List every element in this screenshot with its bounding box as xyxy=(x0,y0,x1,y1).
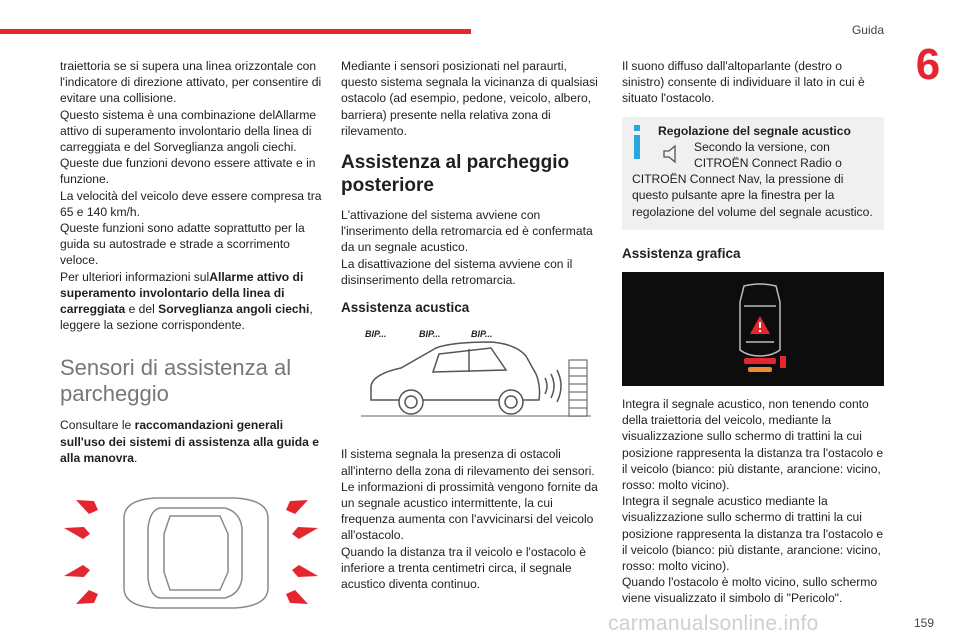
text: Consultare le xyxy=(60,418,135,433)
page-number: 159 xyxy=(914,616,935,630)
paragraph: Le informazioni di prossimità vengono fornite da un segnale acustico intermittente, la cui frequenza aumenta con l'avvicinarsi del veicolo all'ostacolo. xyxy=(341,479,598,543)
note-text: CITROËN Connect Radio o xyxy=(694,156,842,171)
section-title: Sensori di assistenza al parcheggio xyxy=(60,355,292,407)
column-3 xyxy=(622,58,884,607)
paragraph: Queste due funzioni devono essere attivate e in funzione. xyxy=(60,156,316,187)
paragraph: Integra il segnale acustico mediante la visualizzazione sullo schermo di trattini la cui posizione rappresenta la distanza tra l'ostacolo e il veicolo (bianco: più distante, arancione: vicino, rosso: molto vicino). xyxy=(622,494,884,574)
paragraph: Integra il segnale acustico, non tenendo conto della traiettoria del veicolo, mediante la visualizzazione sullo schermo di trattini la cui posizione rappresenta la distanza tra l'ostacolo e il veicolo (bianco: più distante, arancione: vicino, rosso: molto vicino). xyxy=(622,397,884,493)
text: Per ulteriori informazioni sul xyxy=(60,269,210,284)
acoustic-assist-illustration xyxy=(341,330,603,426)
paragraph: Il suono diffuso dall'altoparlante (destro o sinistro) consente di individuare il lato in cui è situato l'ostacolo. xyxy=(622,59,865,106)
note-text: Secondo la versione, con xyxy=(694,139,830,154)
paragraph xyxy=(60,269,322,334)
car-sensors-illustration xyxy=(60,478,322,630)
bip-label: BIP... xyxy=(365,329,387,340)
heading-graphic: Assistenza grafica xyxy=(622,245,741,261)
paragraph: Quando la distanza tra il veicolo e l'ostacolo è inferiore a trenta centimetri circa, il segnale acustico diventa continuo. xyxy=(341,544,586,592)
info-note-box xyxy=(622,117,884,230)
graphic-assist-screen xyxy=(622,272,884,386)
text: , leggere la sezione corrispondente. xyxy=(60,302,313,333)
note-text: CITROËN Connect Nav, la pressione di questo pulsante apre la finestra per la regolazione del volume del segnale acustico. xyxy=(632,172,873,219)
cross-reference: raccomandazioni generali sull'uso dei sistemi di assistenza alla guida e alla manovra xyxy=(60,418,319,465)
paragraph: La velocità del veicolo deve essere compresa tra 65 e 140 km/h. xyxy=(60,188,322,219)
top-accent-bar xyxy=(0,29,471,34)
paragraph: L'attivazione del sistema avviene con l'inserimento della retromarcia ed è confermata da un segnale acustico. xyxy=(341,208,593,255)
paragraph: Questo sistema è una combinazione delAllarme attivo di superamento involontario della linea di carreggiata e del Sorveglianza angoli ciechi. xyxy=(60,107,317,155)
watermark: carmanualsonline.info xyxy=(608,612,819,635)
paragraph: Quando l'ostacolo è molto vicino, sullo schermo viene visualizzato il simbolo di "Pericolo". xyxy=(622,575,878,606)
running-header: Guida xyxy=(851,23,884,37)
info-icon xyxy=(630,125,644,165)
text: . xyxy=(133,450,138,465)
paragraph: Mediante i sensori posizionati nel paraurti, questo sistema segnala la vicinanza di qualsiasi ostacolo (ad esempio, pedone, veicolo, albero, barriera) presente nella relativa zona di rilevamento. xyxy=(341,59,598,138)
paragraph: traiettoria se si supera una linea orizzontale con l'indicatore di direzione attivato, per consentire di evitare una collisione. xyxy=(60,59,322,106)
speaker-icon xyxy=(662,143,680,165)
cross-reference: Allarme attivo di superamento involontario della linea di carreggiata xyxy=(60,269,304,317)
column-1 xyxy=(60,58,322,630)
paragraph xyxy=(60,417,322,466)
paragraph: Il sistema segnala la presenza di ostacoli all'interno della zona di rilevamento dei sensori. xyxy=(341,447,595,478)
heading-acoustic: Assistenza acustica xyxy=(341,300,470,316)
bip-label: BIP... xyxy=(471,329,493,340)
note-title: Regolazione del segnale acustico xyxy=(658,123,851,138)
cross-reference: Sorveglianza angoli ciechi xyxy=(158,302,310,317)
heading-parking-assist: Assistenza al parcheggio posteriore xyxy=(341,152,570,197)
paragraph: Queste funzioni sono adatte soprattutto per la guida su autostrade e strade a scorrimento veloce. xyxy=(60,221,305,268)
bip-label: BIP... xyxy=(419,329,441,340)
text: e del xyxy=(125,302,159,317)
paragraph: La disattivazione del sistema avviene con il disinserimento della retromarcia. xyxy=(341,256,573,287)
column-2 xyxy=(341,58,603,592)
chapter-number: 6 xyxy=(915,40,941,89)
